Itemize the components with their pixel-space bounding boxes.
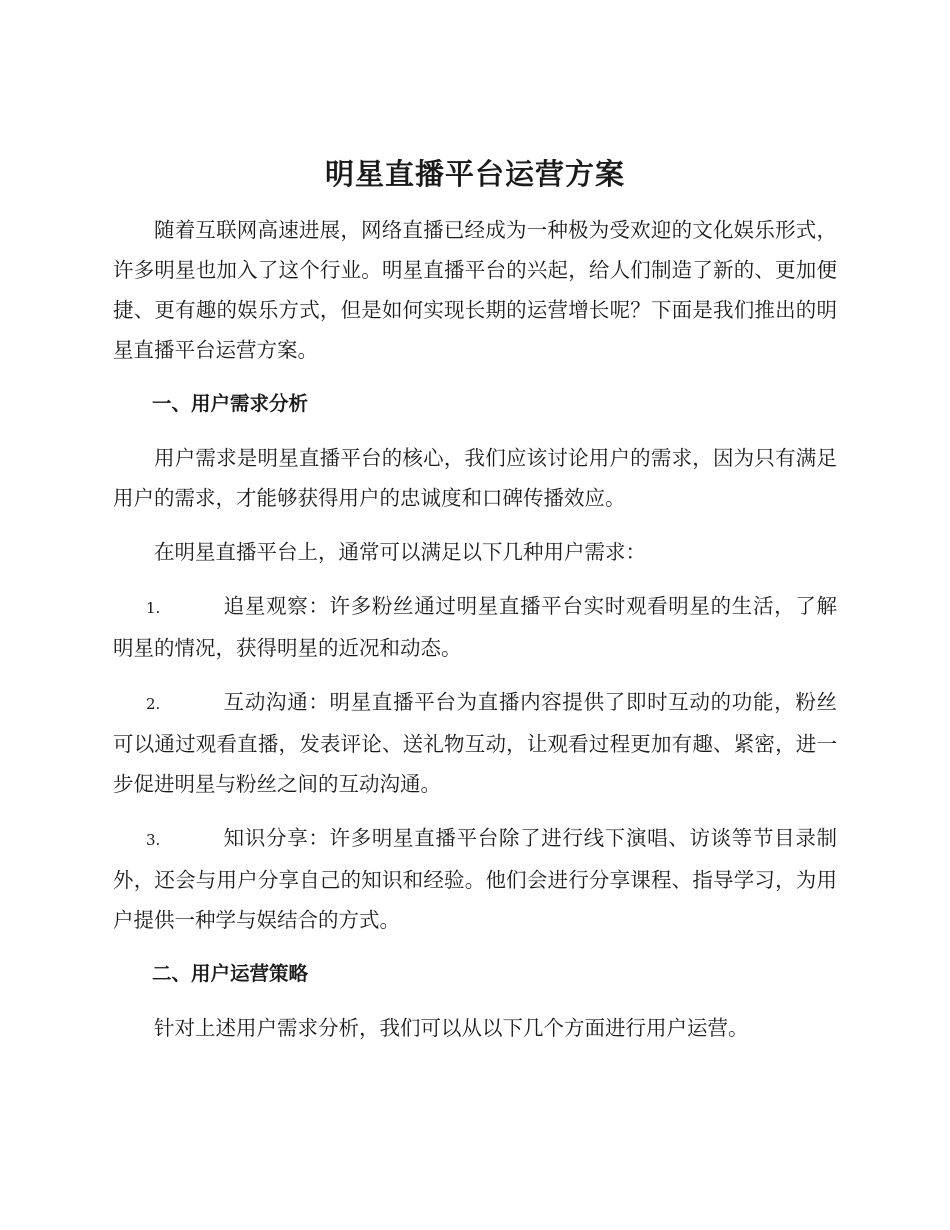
list-item-text: 互动沟通：明星直播平台为直播内容提供了即时互动的功能，粉丝可以通过观看直播，发表评论、送礼物互动，让观看过程更加有趣、紧密，进一步促进明星与粉丝之间的互动沟通。 [113, 690, 837, 796]
list-item-number: 3. [146, 831, 161, 849]
list-item [113, 586, 837, 668]
document-title: 明星直播平台运营方案 [324, 157, 625, 191]
list-item-text: 追星观察：许多粉丝通过明星直播平台实时观看明星的生活，了解明星的情况，获得明星的近况和动态。 [113, 594, 837, 660]
intro-paragraph: 随着互联网高速进展，网络直播已经成为一种极为受欢迎的文化娱乐形式，许多明星也加入了这个行业。明星直播平台的兴起，给人们制造了新的、更加便捷、更有趣的娱乐方式，但是如何实现长期的运营增长呢？下面是我们推出的明星直播平台运营方案。 [113, 218, 837, 362]
paragraph-user-operations: 针对上述用户需求分析，我们可以从以下几个方面进行用户运营。 [154, 1016, 749, 1040]
list-item-number: 2. [146, 695, 161, 713]
paragraph-user-needs-list-intro: 在明星直播平台上，通常可以满足以下几种用户需求： [154, 540, 646, 564]
document-content [113, 150, 837, 1062]
section-heading-user-needs: 一、用户需求分析 [152, 392, 309, 415]
paragraph-user-needs-core: 用户需求是明星直播平台的核心，我们应该讨论用户的需求，因为只有满足用户的需求，才能够获得用户的忠诚度和口碑传播效应。 [113, 446, 837, 510]
list-item-text: 知识分享：许多明星直播平台除了进行线下演唱、访谈等节目录制外，还会与用户分享自己的知识和经验。他们会进行分享课程、指导学习，为用户提供一种学与娱结合的方式。 [113, 826, 837, 932]
list-item-number: 1. [146, 599, 161, 617]
section-heading-user-operations: 二、用户运营策略 [152, 962, 309, 985]
list-item [113, 682, 837, 804]
list-item [113, 818, 837, 940]
